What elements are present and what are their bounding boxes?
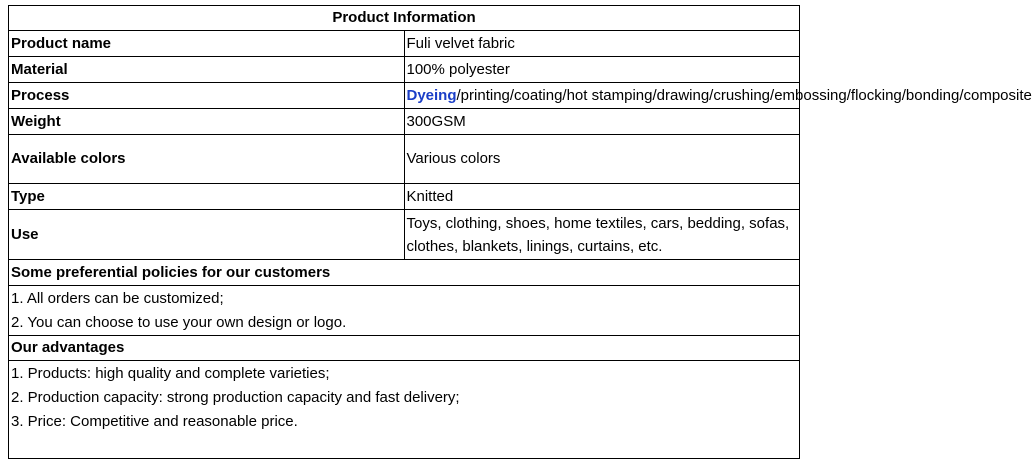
table-row [9,135,800,184]
table-row [9,210,800,260]
colors-value: Various colors [404,135,800,184]
process-rest: /printing/coating/hot stamping/drawing/crushing/embossing/flocking/bonding/composite [456,86,1032,104]
process-value [404,83,1032,109]
use-value: Toys, clothing, shoes, home textiles, cars, bedding, sofas, clothes, blankets, linings, curtains, etc. [404,210,800,260]
product-name-label: Product name [9,31,405,57]
table-row [9,109,800,135]
advantages-heading-row [9,336,800,361]
colors-label: Available colors [9,135,405,184]
advantages-heading: Our advantages [9,336,800,361]
use-label: Use [9,210,405,260]
table-row [9,57,800,83]
list-item: 1. Products: high quality and complete varieties; [11,365,330,382]
type-value: Knitted [404,184,800,210]
material-label: Material [9,57,405,83]
policies-list [9,286,800,336]
advantages-row [9,361,800,459]
product-info-table [8,5,1032,459]
type-label: Type [9,184,405,210]
list-item: 1. All orders can be customized; [11,289,224,307]
weight-label: Weight [9,109,405,135]
policies-row [9,286,800,336]
process-highlight: Dyeing [406,86,457,104]
list-item: 2. You can choose to use your own design or logo. [11,313,347,331]
list-item: 2. Production capacity: strong production capacity and fast delivery; [11,389,460,406]
process-label: Process [9,83,405,109]
table-row [9,184,800,210]
table-row [9,83,800,109]
policies-heading: Some preferential policies for our customers [9,260,800,286]
advantages-list [9,361,800,459]
table-title: Product Information [9,6,800,31]
title-row [9,6,800,31]
weight-value: 300GSM [404,109,800,135]
list-item: 3. Price: Competitive and reasonable price. [11,413,298,430]
policies-heading-row [9,260,800,286]
material-value: 100% polyester [404,57,800,83]
table-row [9,31,800,57]
product-name-value: Fuli velvet fabric [404,31,800,57]
